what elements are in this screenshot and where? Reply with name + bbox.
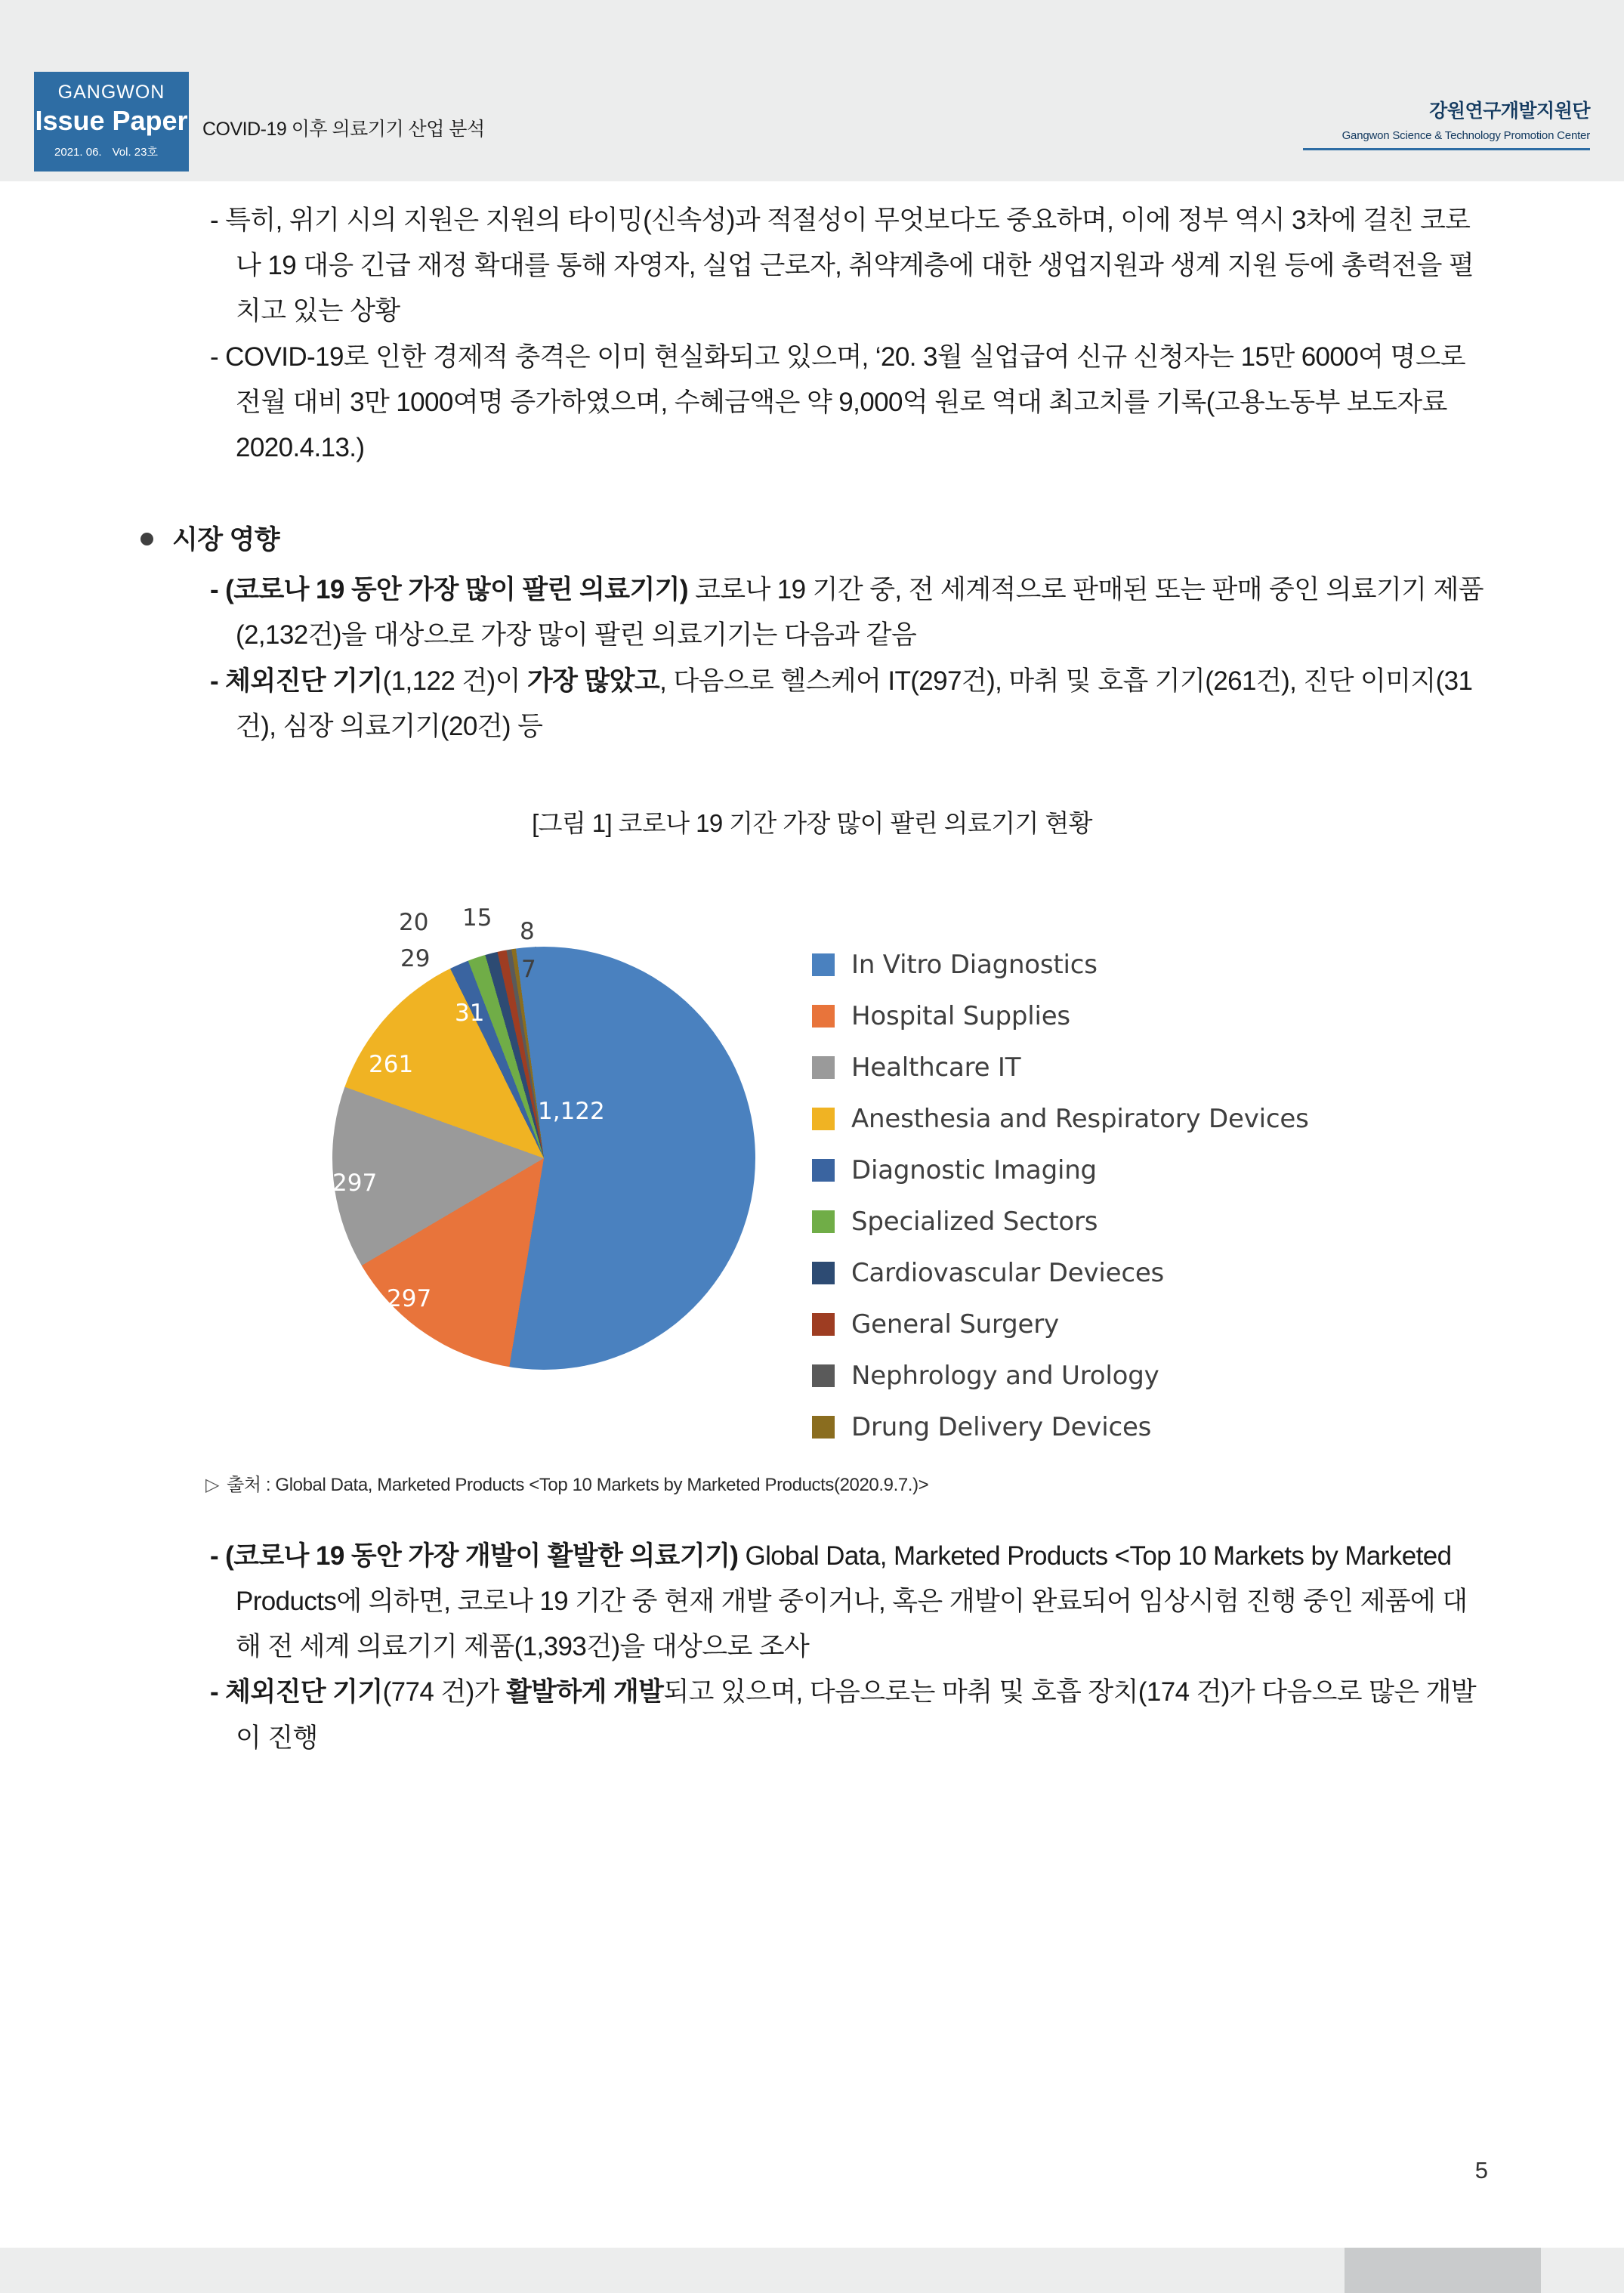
legend-item <box>812 1042 1416 1093</box>
pie-value-label-7: 7 <box>521 955 536 983</box>
paragraph-ivd-development-mid: (774 건)가 <box>382 1677 506 1707</box>
legend-item <box>812 1093 1416 1145</box>
paragraph-ivd-development-emph: 활발하게 개발 <box>505 1677 664 1707</box>
legend-item <box>812 990 1416 1042</box>
logo-line-issue-paper: Issue Paper <box>35 104 188 136</box>
pie-value-label-297-hospital: 297 <box>387 1284 432 1312</box>
legend-item <box>812 1350 1416 1401</box>
paragraph-ivd-ranking-emph: 가장 많았고 <box>526 666 660 696</box>
source-triangle-icon: ▷ <box>205 1474 220 1495</box>
legend-swatch-icon <box>812 1005 835 1028</box>
paragraph-most-developed-devices-rest: Global Data, Marketed Products <Top 10 Markets by Marketed Products에 의하면, 코로나 19 기간 중 현재 개발 중이거나, 혹은 개발이 완료되어 임상시험 진행 중인 제품에 대해 전 세계 의료기기 제품(1,393건)을 대상으로 조사 <box>236 1541 1468 1662</box>
legend-swatch-icon <box>812 1210 835 1233</box>
section-heading-market-impact <box>172 519 1624 557</box>
pie-value-label-1122: 1,122 <box>538 1097 605 1125</box>
issue-paper-logo <box>34 72 189 172</box>
legend-label: Specialized Sectors <box>851 1206 1098 1237</box>
paragraph-best-selling-devices-bold: - (코로나 19 동안 가장 많이 팔린 의료기기) <box>210 575 688 605</box>
legend-label: Drung Delivery Devices <box>851 1411 1152 1442</box>
paragraph-ivd-development-lead: - 체외진단 기기 <box>210 1677 383 1707</box>
pie-value-label-20: 20 <box>399 908 429 936</box>
legend-label: Hospital Supplies <box>851 1000 1070 1031</box>
legend-swatch-icon <box>812 953 835 976</box>
figure-source <box>205 1469 1624 1496</box>
header-inner <box>0 72 1624 181</box>
legend-label: Cardiovascular Devieces <box>851 1257 1165 1288</box>
org-name-korean: 강원연구개발지원단 <box>1429 100 1590 122</box>
pie-chart-legend <box>812 939 1416 1453</box>
paragraph-most-developed-devices-bold: - (코로나 19 동안 가장 개발이 활발한 의료기기) <box>210 1541 739 1571</box>
pie-value-label-8: 8 <box>520 917 535 945</box>
paragraph-ivd-development <box>210 1670 1492 1760</box>
header-document-title: COVID-19 이후 의료기기 산업 분석 <box>202 119 485 140</box>
figure-pie-chart <box>0 856 1624 1460</box>
page-header <box>0 0 1624 181</box>
pie-value-label-31: 31 <box>455 999 485 1027</box>
footer-tab <box>1345 2248 1541 2293</box>
paragraph-ivd-ranking <box>210 659 1492 749</box>
logo-volume: Vol. 23호 <box>112 145 158 159</box>
header-organization <box>1288 96 1590 150</box>
legend-swatch-icon <box>812 1108 835 1130</box>
paragraph-best-selling-devices-rest: 코로나 19 기간 중, 전 세계적으로 판매된 또는 판매 중인 의료기기 제품(2,132건)을 대상으로 가장 많이 팔린 의료기기는 다음과 같음 <box>236 575 1484 651</box>
figure-caption: [그림 1] 코로나 19 기간 가장 많이 팔린 의료기기 현황 <box>532 808 1092 837</box>
legend-label: Anesthesia and Respiratory Devices <box>851 1103 1309 1134</box>
paragraph-most-developed-devices <box>210 1534 1492 1670</box>
legend-label: In Vitro Diagnostics <box>851 949 1098 980</box>
paragraph-ivd-ranking-lead: - 체외진단 기기 <box>210 666 383 696</box>
legend-label: Diagnostic Imaging <box>851 1154 1097 1185</box>
legend-swatch-icon <box>812 1313 835 1336</box>
legend-item <box>812 1401 1416 1453</box>
logo-line-gangwon: GANGWON <box>57 82 165 103</box>
pie-value-label-297-healthcare: 297 <box>332 1169 378 1197</box>
paragraph-best-selling-devices <box>210 567 1492 658</box>
logo-date: 2021. 06. <box>54 145 102 159</box>
legend-label: Healthcare IT <box>851 1052 1021 1083</box>
page-number: 5 <box>1474 2157 1488 2183</box>
legend-label: Nephrology and Urology <box>851 1360 1159 1391</box>
paragraph-support-timing: - 특히, 위기 시의 지원은 지원의 타이밍(신속성)과 적절성이 무엇보다도 중요하며, 이에 정부 역시 3차에 걸친 코로나 19 대응 긴급 재정 확대를 통해 자영자, 실업 근로자, 취약계층에 대한 생업지원과 생계 지원 등에 총력전을 펼치고 있는 상황 <box>210 206 1474 326</box>
logo-line-date-volume <box>34 144 189 159</box>
legend-swatch-icon <box>812 1159 835 1182</box>
paragraph-ivd-development-rest: 되고 있으며, 다음으로는 마취 및 호흡 장치(174 건)가 다음으로 많은 개발이 진행 <box>236 1677 1477 1753</box>
legend-label: General Surgery <box>851 1309 1059 1340</box>
legend-item <box>812 1247 1416 1299</box>
page-content <box>0 181 1624 1761</box>
legend-item <box>812 1145 1416 1196</box>
legend-swatch-icon <box>812 1416 835 1439</box>
legend-swatch-icon <box>812 1364 835 1387</box>
paragraph-covid-impact: - COVID-19로 인한 경제적 충격은 이미 현실화되고 있으며, ‘20. 3월 실업급여 신규 신청자는 15만 6000여 명으로 전월 대비 3만 1000여명 증가하였으며, 수혜금액은 약 9,000억 원로 역대 최고치를 기록(고용노동부 보도자료 2020.4.13.) <box>210 341 1466 462</box>
legend-item <box>812 939 1416 990</box>
bullet-dot-icon <box>140 533 153 545</box>
paragraph-ivd-ranking-rest: , 다음으로 헬스케어 IT(297건), 마취 및 호흡 기기(261건), 진단 이미지(31건), 심장 의료기기(20건) 등 <box>236 666 1473 741</box>
pie-chart-graphic <box>295 904 793 1408</box>
pie-value-label-261: 261 <box>369 1050 414 1078</box>
legend-swatch-icon <box>812 1056 835 1079</box>
legend-item <box>812 1299 1416 1350</box>
header-rule <box>1303 148 1590 150</box>
pie-value-label-15: 15 <box>462 904 492 932</box>
source-text: 출처 : Global Data, Marketed Products <Top 10 Markets by Marketed Products(2020.9.7.)> <box>227 1474 929 1495</box>
pie-value-label-29: 29 <box>400 944 431 972</box>
paragraph-ivd-ranking-mid: (1,122 건)이 <box>382 666 527 696</box>
legend-swatch-icon <box>812 1262 835 1284</box>
legend-item <box>812 1196 1416 1247</box>
org-name-english: Gangwon Science & Technology Promotion Center <box>1341 129 1590 142</box>
section-heading-label: 시장 영향 <box>172 525 279 555</box>
